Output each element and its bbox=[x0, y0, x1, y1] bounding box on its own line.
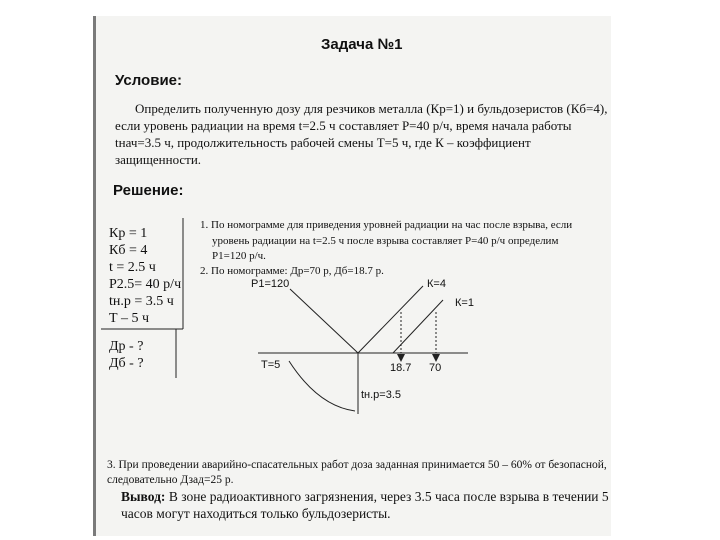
tick-18-7: 18.7 bbox=[390, 362, 412, 374]
solution-heading: Решение: bbox=[113, 182, 184, 199]
t-label: Т=5 bbox=[261, 359, 281, 371]
find-d-b: Дб - ? bbox=[109, 356, 144, 371]
step-1-line-1: 1. По номограмме для приведения уровней радиации на час после взрыва, если bbox=[200, 219, 573, 231]
page-edge-shadow bbox=[93, 16, 96, 536]
tick-70: 70 bbox=[429, 362, 442, 374]
t-curve bbox=[289, 361, 355, 411]
condition-heading: Условие: bbox=[115, 72, 183, 89]
document-page bbox=[93, 16, 611, 536]
page-title: Задача №1 bbox=[321, 36, 403, 53]
k4-line bbox=[358, 286, 423, 353]
arrow-70-icon bbox=[432, 354, 440, 362]
condition-text: Определить полученную дозу для резчиков металла (Кр=1) и бульдозеристов (Кб=4), если уровень радиации на время t=2.5 ч составляет Р=40 р/ч, время начала работы tнач=3.5 ч, продолжительность рабочей смены Т=5 ч, где К – коэффициент защищенности. bbox=[115, 101, 608, 167]
conclusion-text: В зоне радиоактивного загрязнения, через 3.5 часа после взрыва в течении 5 часов могут находиться только бульдозеристы. bbox=[121, 489, 609, 521]
given-k-b: Кб = 4 bbox=[109, 243, 148, 258]
find-d-r: Др - ? bbox=[109, 339, 144, 354]
given-t: t = 2.5 ч bbox=[109, 260, 156, 275]
step-1-line-2: уровень радиации на t=2.5 ч после взрыва составляет Р=40 р/ч определим bbox=[212, 235, 559, 247]
given-k-r: Кр = 1 bbox=[109, 226, 148, 241]
given-shift: Т – 5 ч bbox=[109, 311, 150, 326]
given-p25: Р2.5= 40 р/ч bbox=[109, 277, 182, 292]
tnr-label: tн.р=3.5 bbox=[361, 389, 402, 401]
arrow-18-7-icon bbox=[397, 354, 405, 362]
step-1-line-3: Р1=120 р/ч. bbox=[212, 250, 266, 262]
step-2: 2. По номограмме: Др=70 р, Дб=18.7 р. bbox=[200, 265, 384, 277]
k4-label: К=4 bbox=[427, 278, 446, 290]
given-t-nr: tн.р = 3.5 ч bbox=[109, 294, 174, 309]
p1-line bbox=[290, 289, 358, 353]
conclusion bbox=[121, 488, 611, 522]
step-3: 3. При проведении аварийно-спасательных работ доза заданная принимается 50 – 60% от безопасной, следовательно Дзад=25 р. bbox=[107, 459, 607, 486]
p1-label: Р1=120 bbox=[251, 278, 290, 290]
k1-label: К=1 bbox=[455, 297, 474, 309]
conclusion-label: Вывод: bbox=[121, 489, 166, 504]
